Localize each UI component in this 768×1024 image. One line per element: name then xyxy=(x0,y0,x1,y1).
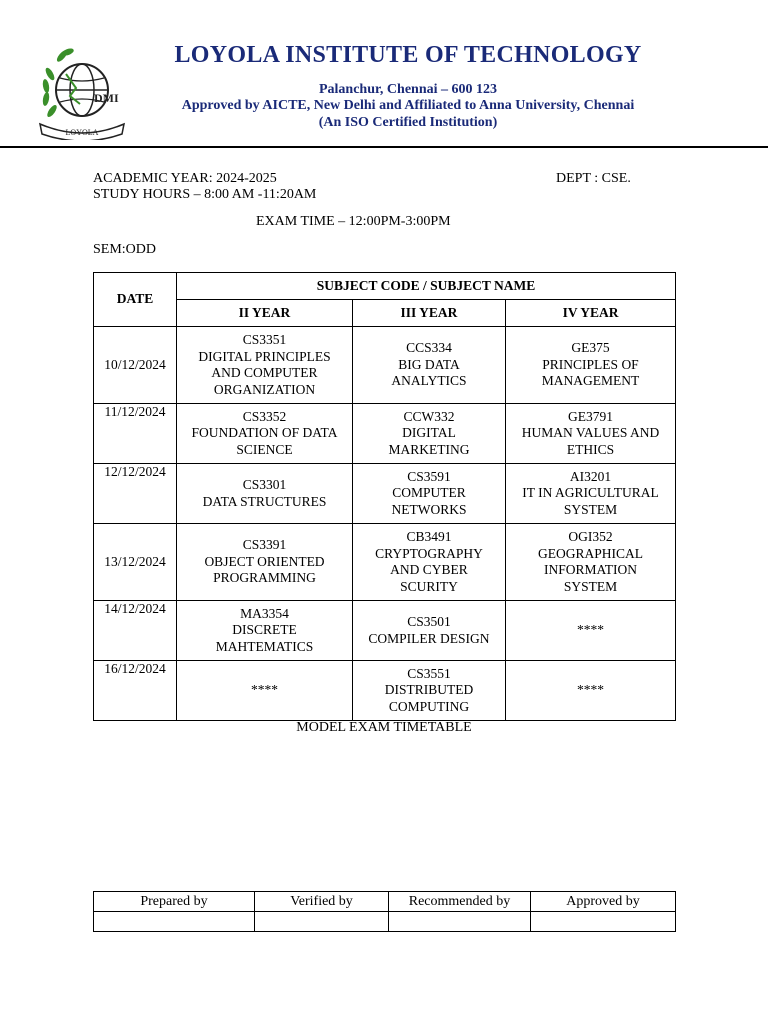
subject-cell: OGI352 GEOGRAPHICAL INFORMATION SYSTEM xyxy=(506,524,676,601)
recommended-by-label: Recommended by xyxy=(389,892,531,912)
exam-date: 12/12/2024 xyxy=(94,464,177,524)
prepared-by-label: Prepared by xyxy=(94,892,255,912)
approved-by-label: Approved by xyxy=(531,892,676,912)
study-hours: STUDY HOURS – 8:00 AM -11:20AM xyxy=(93,187,317,202)
subject-cell: CS3352 FOUNDATION OF DATA SCIENCE xyxy=(177,404,353,464)
subject-cell: CS3551 DISTRIBUTED COMPUTING xyxy=(353,661,506,721)
logo-dmi-text: DMI xyxy=(94,91,119,105)
subject-cell: **** xyxy=(506,601,676,661)
subject-cell: CS3591 COMPUTER NETWORKS xyxy=(353,464,506,524)
subject-cell: CCS334 BIG DATA ANALYTICS xyxy=(353,327,506,404)
table-row xyxy=(94,404,676,464)
table-row xyxy=(94,661,676,721)
subject-cell: CB3491 CRYPTOGRAPHY AND CYBER SCURITY xyxy=(353,524,506,601)
institution-logo xyxy=(36,44,128,140)
semester: SEM:ODD xyxy=(93,242,157,257)
exam-time: EXAM TIME – 12:00PM-3:00PM xyxy=(256,214,451,229)
subject-cell: CS3501 COMPILER DESIGN xyxy=(353,601,506,661)
approved-by-signature xyxy=(531,912,676,932)
header-divider xyxy=(0,146,768,148)
subject-cell: **** xyxy=(506,661,676,721)
verified-by-signature xyxy=(255,912,389,932)
signature-table xyxy=(93,891,676,932)
table-row xyxy=(94,327,676,404)
table-row xyxy=(94,601,676,661)
recommended-by-signature xyxy=(389,912,531,932)
subject-cell: CS3391 OBJECT ORIENTED PROGRAMMING xyxy=(177,524,353,601)
exam-timetable xyxy=(93,272,676,721)
exam-date: 10/12/2024 xyxy=(94,327,177,404)
subject-cell: CCW332 DIGITAL MARKETING xyxy=(353,404,506,464)
subject-cell: CS3301 DATA STRUCTURES xyxy=(177,464,353,524)
exam-date: 11/12/2024 xyxy=(94,404,177,464)
year-header-ii: II YEAR xyxy=(177,300,353,327)
subject-cell: CS3351 DIGITAL PRINCIPLES AND COMPUTER ORGANIZATION xyxy=(177,327,353,404)
subject-cell: AI3201 IT IN AGRICULTURAL SYSTEM xyxy=(506,464,676,524)
verified-by-label: Verified by xyxy=(255,892,389,912)
year-header-iii: III YEAR xyxy=(353,300,506,327)
exam-date: 13/12/2024 xyxy=(94,524,177,601)
subject-cell: **** xyxy=(177,661,353,721)
exam-date: 14/12/2024 xyxy=(94,601,177,661)
logo-ribbon-text: LOYOLA xyxy=(65,128,99,137)
institution-iso: (An ISO Certified Institution) xyxy=(318,115,498,130)
table-row xyxy=(94,464,676,524)
timetable-caption: MODEL EXAM TIMETABLE xyxy=(296,720,472,735)
subject-header: SUBJECT CODE / SUBJECT NAME xyxy=(177,273,676,300)
institution-name: LOYOLA INSTITUTE OF TECHNOLOGY xyxy=(174,42,642,68)
institution-address: Palanchur, Chennai – 600 123 xyxy=(318,82,497,97)
department: DEPT : CSE. xyxy=(556,171,631,186)
subject-cell: MA3354 DISCRETE MAHTEMATICS xyxy=(177,601,353,661)
year-header-iv: IV YEAR xyxy=(506,300,676,327)
subject-cell: GE375 PRINCIPLES OF MANAGEMENT xyxy=(506,327,676,404)
academic-year: ACADEMIC YEAR: 2024-2025 xyxy=(93,171,277,186)
exam-date: 16/12/2024 xyxy=(94,661,177,721)
institution-approval: Approved by AICTE, New Delhi and Affiliated to Anna University, Chennai xyxy=(181,98,635,113)
table-row xyxy=(94,524,676,601)
date-header: DATE xyxy=(94,273,177,327)
subject-cell: GE3791 HUMAN VALUES AND ETHICS xyxy=(506,404,676,464)
prepared-by-signature xyxy=(94,912,255,932)
